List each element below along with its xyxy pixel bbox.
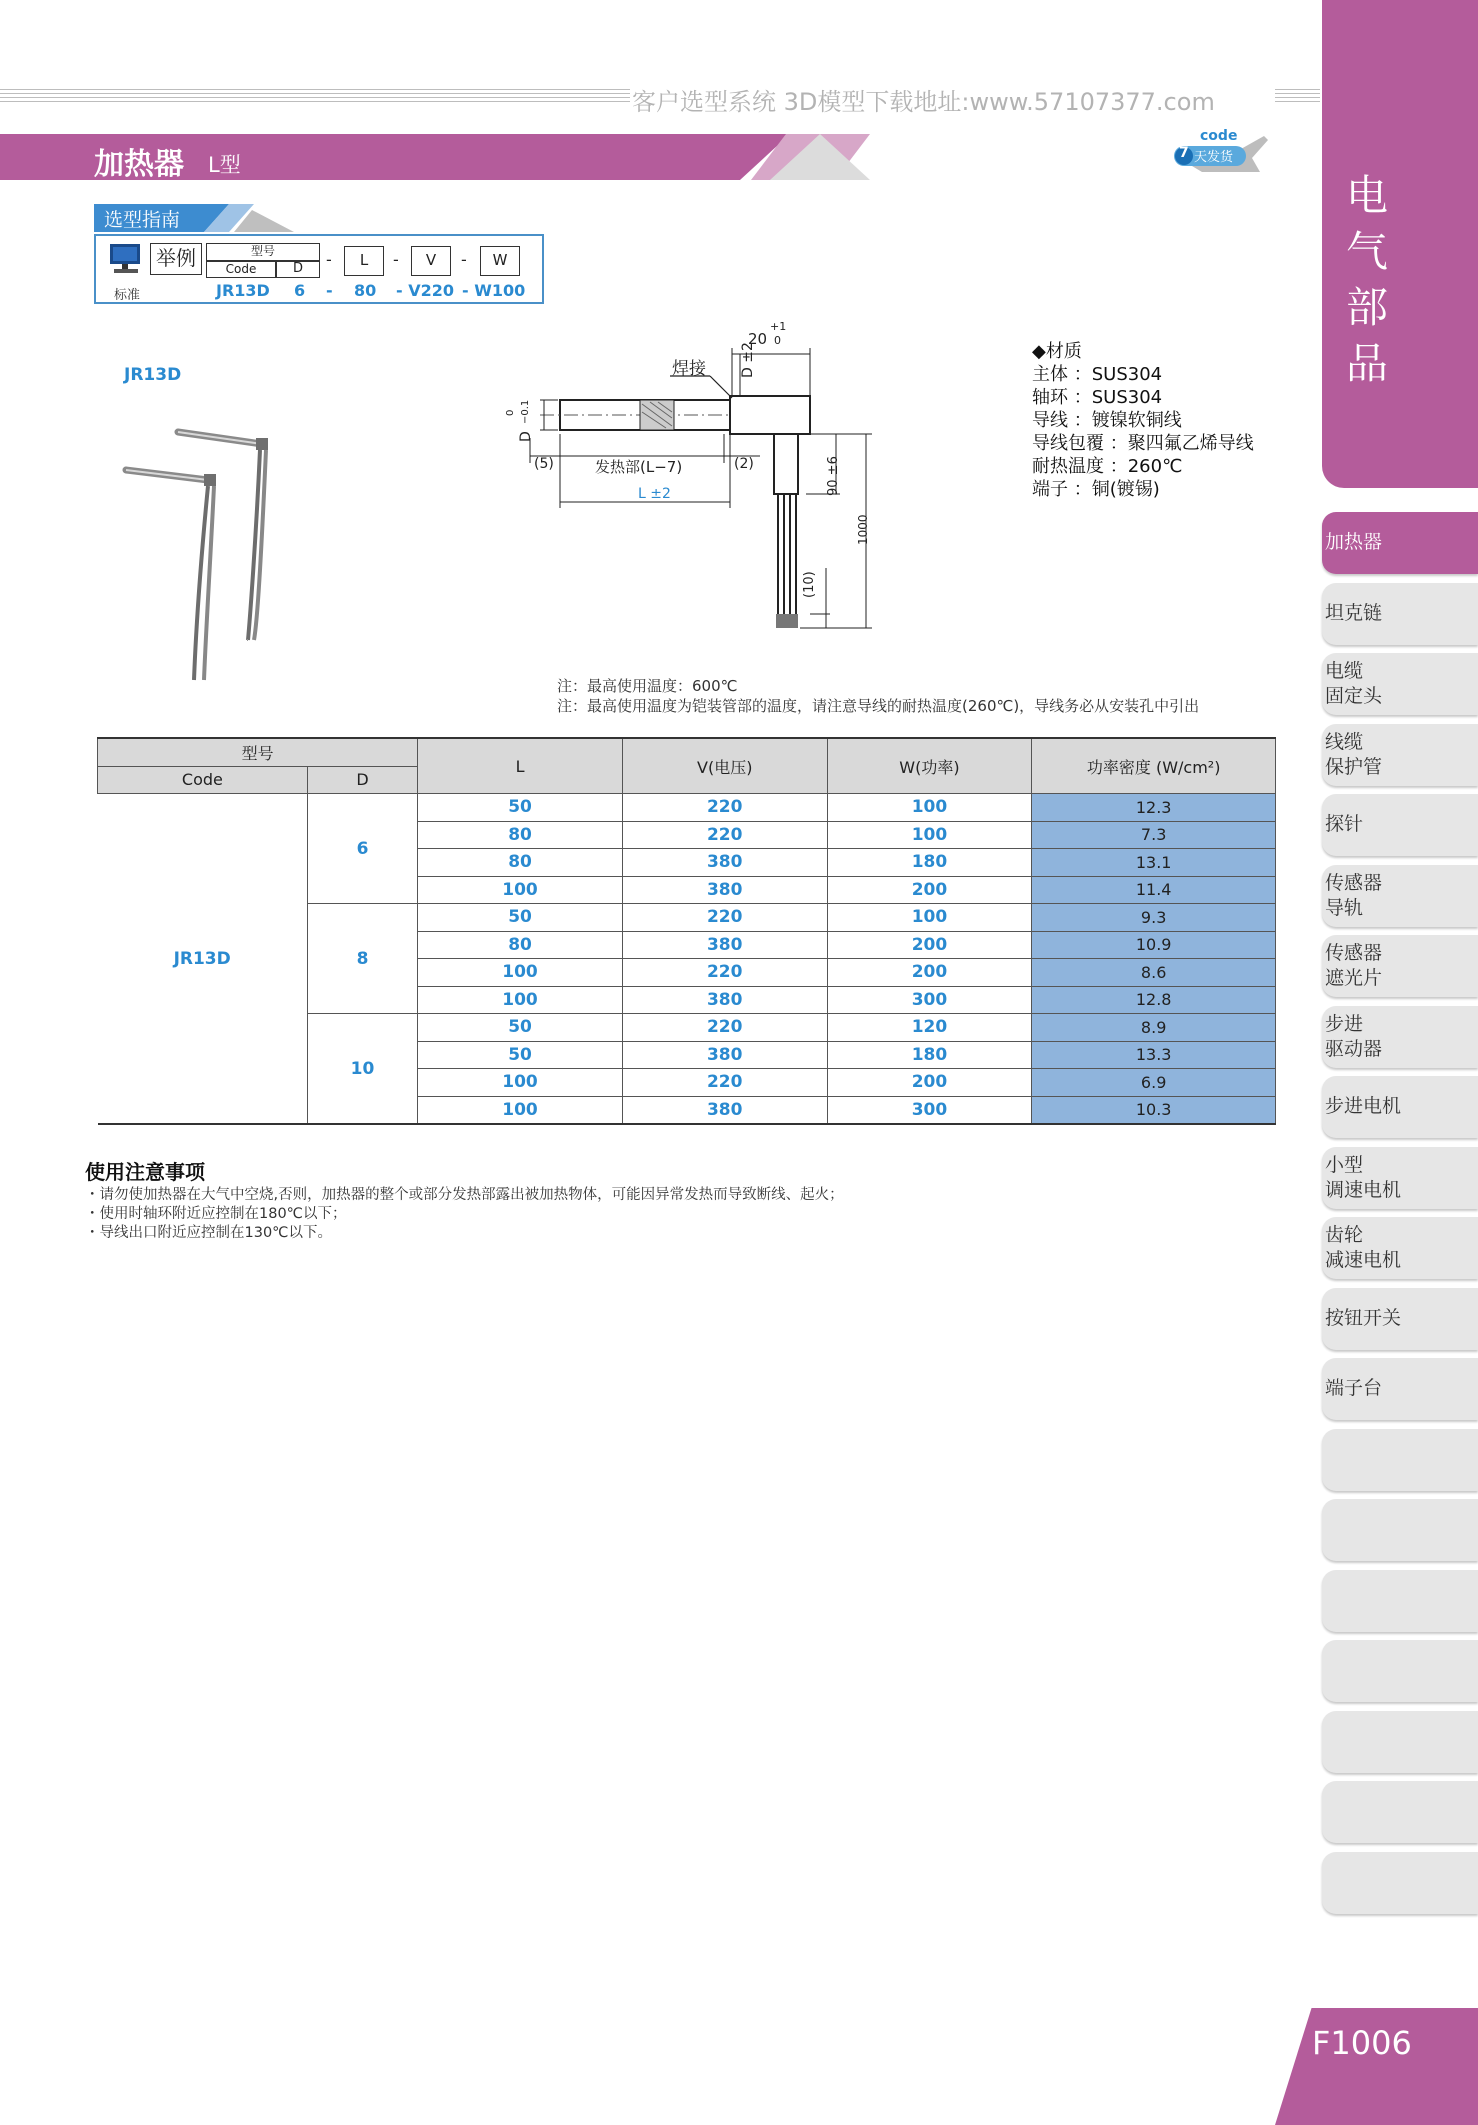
note-max-temp: 注：最高使用温度：600℃ <box>557 677 738 695</box>
example-dash: - <box>326 281 333 300</box>
dash: - <box>461 250 467 269</box>
v-cell: 220 <box>622 1014 827 1042</box>
w-cell: 100 <box>827 821 1032 849</box>
density-cell: 6.9 <box>1032 1069 1276 1097</box>
sidebar-tab[interactable] <box>1322 1781 1478 1843</box>
code-label: Code <box>206 261 276 278</box>
d-cell: 8 <box>307 904 417 1014</box>
l-cell: 80 <box>418 849 623 877</box>
density-cell: 10.9 <box>1032 931 1276 959</box>
v-label: V <box>411 246 451 276</box>
heater-product-photo <box>110 418 290 693</box>
sidebar-tab[interactable] <box>1322 1006 1478 1068</box>
page-number: F1006 <box>1312 2024 1412 2062</box>
sidebar-tab-label: 端子台 <box>1325 1377 1383 1399</box>
header-w: W(功率) <box>827 738 1032 794</box>
example-code: JR13D <box>216 281 270 300</box>
header-l: L <box>418 738 623 794</box>
material-line: 端子 ：铜(镀锡) <box>1032 479 1160 500</box>
sidebar-tab[interactable] <box>1322 1852 1478 1914</box>
density-cell: 11.4 <box>1032 876 1276 904</box>
banner-stripes-right <box>1275 89 1320 105</box>
density-cell: 7.3 <box>1032 821 1276 849</box>
usage-line: ・使用时轴环附近应控制在180℃以下； <box>85 1206 347 1222</box>
sidebar-tab[interactable] <box>1322 1147 1478 1209</box>
density-cell: 8.9 <box>1032 1014 1276 1042</box>
delivery-badge <box>1172 128 1272 176</box>
header-v: V(电压) <box>622 738 827 794</box>
code-cell: JR13D <box>98 794 308 1125</box>
sidebar-tab[interactable] <box>1322 865 1478 927</box>
example-w: - W100 <box>462 281 526 300</box>
badge-text: 天发货 <box>1194 150 1234 165</box>
header-code: Code <box>98 766 308 794</box>
v-cell: 380 <box>622 1096 827 1124</box>
w-cell: 180 <box>827 1041 1032 1069</box>
sidebar-tab[interactable] <box>1322 1288 1478 1350</box>
w-cell: 200 <box>827 959 1032 987</box>
material-line: 耐热温度 ：260℃ <box>1032 456 1183 477</box>
sidebar-tab[interactable] <box>1322 1711 1478 1773</box>
category-char: 气 <box>1345 227 1388 276</box>
badge-code: code <box>1200 128 1238 144</box>
d-cell: 10 <box>307 1014 417 1125</box>
v-cell: 380 <box>622 1041 827 1069</box>
density-cell: 9.3 <box>1032 904 1276 932</box>
usage-title: 使用注意事项 <box>85 1160 205 1184</box>
sidebar-tab[interactable] <box>1322 1499 1478 1561</box>
v-cell: 380 <box>622 849 827 877</box>
v-cell: 220 <box>622 1069 827 1097</box>
usage-line: ・请勿使加热器在大气中空烧,否则，加热器的整个或部分发热部露出被加热物体，可能因异常发热而导致断线、起火； <box>85 1187 844 1203</box>
l-cell: 100 <box>418 986 623 1014</box>
guide-tab-label: 选型指南 <box>104 209 181 231</box>
sidebar-tab-label: 齿轮 减速电机 <box>1325 1224 1402 1271</box>
sidebar-tab[interactable] <box>1322 1358 1478 1420</box>
v-cell: 220 <box>622 959 827 987</box>
sidebar-tab-label: 传感器 导轨 <box>1325 871 1383 919</box>
sidebar-tab-label: 坦克链 <box>1325 601 1383 624</box>
material-line: 导线包覆 ：聚四氟乙烯导线 <box>1032 433 1254 454</box>
l-cell: 100 <box>418 876 623 904</box>
product-photo-label: JR13D <box>124 365 182 385</box>
w-cell: 300 <box>827 986 1032 1014</box>
weld-label: 焊接 <box>672 359 706 379</box>
density-cell: 10.3 <box>1032 1096 1276 1124</box>
sidebar-tab[interactable] <box>1322 1429 1478 1491</box>
density-cell: 13.1 <box>1032 849 1276 877</box>
material-line: 导线 ：镀镍软铜线 <box>1032 410 1182 431</box>
l-cell: 50 <box>418 904 623 932</box>
sidebar-tab-label: 步进 驱动器 <box>1325 1012 1383 1060</box>
sidebar-tab[interactable] <box>1322 1217 1478 1279</box>
w-cell: 200 <box>827 876 1032 904</box>
v-cell: 220 <box>622 904 827 932</box>
sidebar-tab[interactable] <box>1322 1076 1478 1138</box>
sidebar-tab-label: 传感器 遮光片 <box>1325 942 1383 989</box>
model-label: 型号 <box>206 243 320 261</box>
standard-label: 标准 <box>114 288 141 303</box>
header-d: D <box>307 766 417 794</box>
l-cell: 50 <box>418 1014 623 1042</box>
sidebar-tab[interactable] <box>1322 1640 1478 1702</box>
sidebar-tab[interactable] <box>1322 1570 1478 1632</box>
dash: - <box>326 250 332 269</box>
w-cell: 100 <box>827 904 1032 932</box>
sidebar-tab-label: 加热器 <box>1325 531 1383 553</box>
density-cell: 8.6 <box>1032 959 1276 987</box>
density-cell: 12.3 <box>1032 794 1276 822</box>
sidebar-tab-label: 按钮开关 <box>1325 1306 1402 1329</box>
dim-d-tol-lower: −0.1 <box>520 399 531 424</box>
sidebar-tab-label: 电缆 固定头 <box>1325 660 1383 707</box>
example-label: 举例 <box>150 243 202 275</box>
page-subtitle: L型 <box>208 153 241 177</box>
dim-20-tol-lower: 0 <box>774 334 781 347</box>
v-cell: 380 <box>622 931 827 959</box>
example-l: 80 <box>354 281 377 300</box>
badge-day: 7 <box>1179 145 1189 161</box>
header-density: 功率密度 (W/cm²) <box>1032 738 1276 794</box>
dim-l: L ±2 <box>638 486 671 502</box>
v-cell: 220 <box>622 821 827 849</box>
dim-10: (10) <box>802 571 817 598</box>
example-d: 6 <box>294 281 306 300</box>
dim-d: D <box>518 431 534 442</box>
material-line: 主体 ：SUS304 <box>1032 364 1163 385</box>
download-url-text[interactable]: 客户选型系统 3D模型下载地址:www.57107377.com <box>632 88 1215 116</box>
dim-5: (5) <box>534 456 554 472</box>
l-cell: 50 <box>418 1041 623 1069</box>
w-cell: 120 <box>827 1014 1032 1042</box>
l-cell: 80 <box>418 931 623 959</box>
sidebar-tab-label: 线缆 保护管 <box>1325 730 1383 778</box>
dim-20: 20 <box>748 330 768 348</box>
sidebar-tab[interactable] <box>1322 512 1478 574</box>
spec-table <box>97 737 1276 1125</box>
computer-icon <box>108 242 144 276</box>
materials-title: ◆材质 <box>1032 341 1082 362</box>
density-cell: 13.3 <box>1032 1041 1276 1069</box>
v-cell: 220 <box>622 794 827 822</box>
l-cell: 100 <box>418 1096 623 1124</box>
l-cell: 100 <box>418 1069 623 1097</box>
sidebar-tab-label: 步进电机 <box>1325 1095 1402 1117</box>
v-cell: 380 <box>622 876 827 904</box>
dim-1000: 1000 <box>856 514 870 545</box>
l-cell: 100 <box>418 959 623 987</box>
w-cell: 180 <box>827 849 1032 877</box>
dash: - <box>393 250 399 269</box>
w-cell: 200 <box>827 1069 1032 1097</box>
l-cell: 50 <box>418 794 623 822</box>
w-label: W <box>480 246 520 276</box>
w-cell: 300 <box>827 1096 1032 1124</box>
banner-stripes-left <box>0 89 630 105</box>
w-cell: 200 <box>827 931 1032 959</box>
sidebar-tab[interactable] <box>1322 583 1478 645</box>
dim-90: 90 ±6 <box>826 456 841 496</box>
v-cell: 380 <box>622 986 827 1014</box>
note-lead-temp: 注：最高使用温度为铠装管部的温度，请注意导线的耐热温度(260℃)，导线务必从安装孔中引出 <box>557 697 1200 715</box>
sidebar-tab[interactable] <box>1322 935 1478 997</box>
spec-table-body <box>98 794 1276 1125</box>
l-cell: 80 <box>418 821 623 849</box>
dim-d-2: D ±2 <box>740 342 756 378</box>
d-cell: 6 <box>307 794 417 904</box>
w-cell: 100 <box>827 794 1032 822</box>
d-label: D <box>276 261 320 278</box>
page-title: 加热器 <box>94 147 184 182</box>
sidebar-tab[interactable] <box>1322 794 1478 856</box>
material-line: 轴环 ：SUS304 <box>1032 387 1163 408</box>
dim-2: (2) <box>734 456 754 472</box>
sidebar-tab[interactable] <box>1322 724 1478 786</box>
category-char: 部 <box>1345 283 1388 332</box>
table-row <box>98 794 1276 822</box>
example-v: - V220 <box>396 281 454 300</box>
sidebar-tab-label: 小型 调速电机 <box>1325 1153 1402 1201</box>
dim-d-tol-upper: 0 <box>505 409 516 416</box>
header-model: 型号 <box>98 738 418 766</box>
density-cell: 12.8 <box>1032 986 1276 1014</box>
sidebar-tab-label: 探针 <box>1325 813 1364 835</box>
category-char: 电 <box>1345 171 1388 220</box>
dim-20-tol-upper: +1 <box>770 320 787 333</box>
sidebar-tab[interactable] <box>1322 653 1478 715</box>
heating-part-label: 发热部(L−7) <box>595 458 683 476</box>
category-char: 品 <box>1345 339 1388 388</box>
usage-line: ・导线出口附近应控制在130℃以下。 <box>85 1225 332 1241</box>
sidebar-category-title <box>1342 168 1392 392</box>
l-label: L <box>344 246 384 276</box>
